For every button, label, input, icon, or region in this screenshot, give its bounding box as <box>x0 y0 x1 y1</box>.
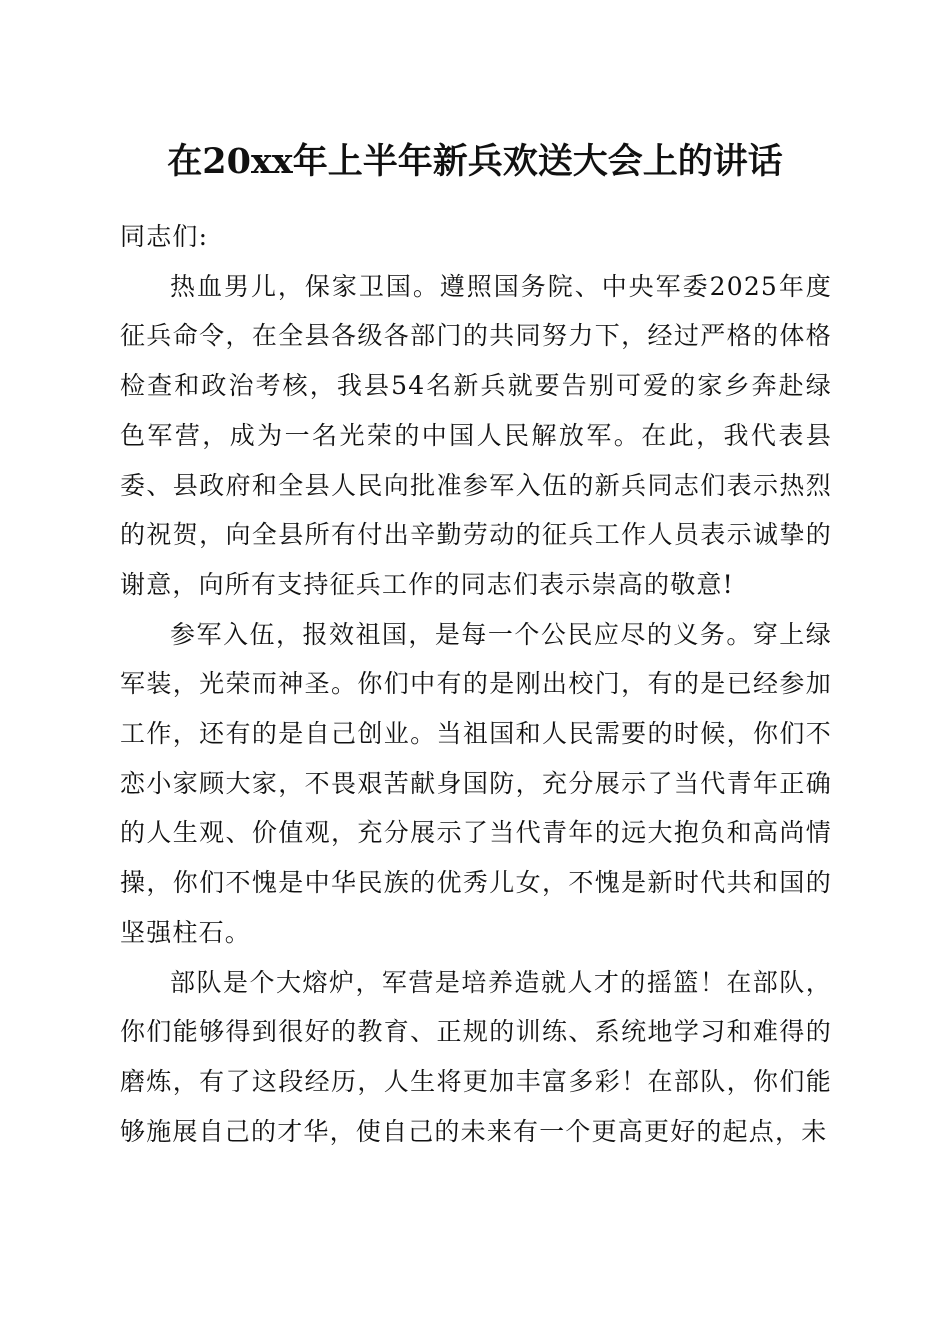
document-body <box>120 212 832 1156</box>
document-title: 在20xx年上半年新兵欢送大会上的讲话 <box>167 141 783 182</box>
paragraph-3: 部队是个大熔炉，军营是培养造就人才的摇篮！在部队，你们能够得到很好的教育、正规的训练、系统地学习和难得的磨炼，有了这段经历，人生将更加丰富多彩！在部队，你们能够施展自己的才华，使自己的未来有一个更高更好的起点，未 <box>120 967 832 1146</box>
salutation: 同志们: <box>120 222 209 251</box>
paragraph-2: 参军入伍，报效祖国，是每一个公民应尽的义务。穿上绿军装，光荣而神圣。你们中有的是刚出校门，有的是已经参加工作，还有的是自己创业。当祖国和人民需要的时候，你们不恋小家顾大家，不畏艰苦献身国防，充分展示了当代青年正确的人生观、价值观，充分展示了当代青年的远大抱负和高尚情操，你们不愧是中华民族的优秀儿女，不愧是新时代共和国的坚强柱石。 <box>120 619 832 947</box>
paragraph-1: 热血男儿，保家卫国。遵照国务院、中央军委2025年度征兵命令，在全县各级各部门的共同努力下，经过严格的体格检查和政治考核，我县54名新兵就要告别可爱的家乡奔赴绿色军营，成为一名光荣的中国人民解放军。在此，我代表县委、县政府和全县人民向批准参军入伍的新兵同志们表示热烈的祝贺，向全县所有付出辛勤劳动的征兵工作人员表示诚挚的谢意，向所有支持征兵工作的同志们表示崇高的敬意! <box>120 271 832 599</box>
